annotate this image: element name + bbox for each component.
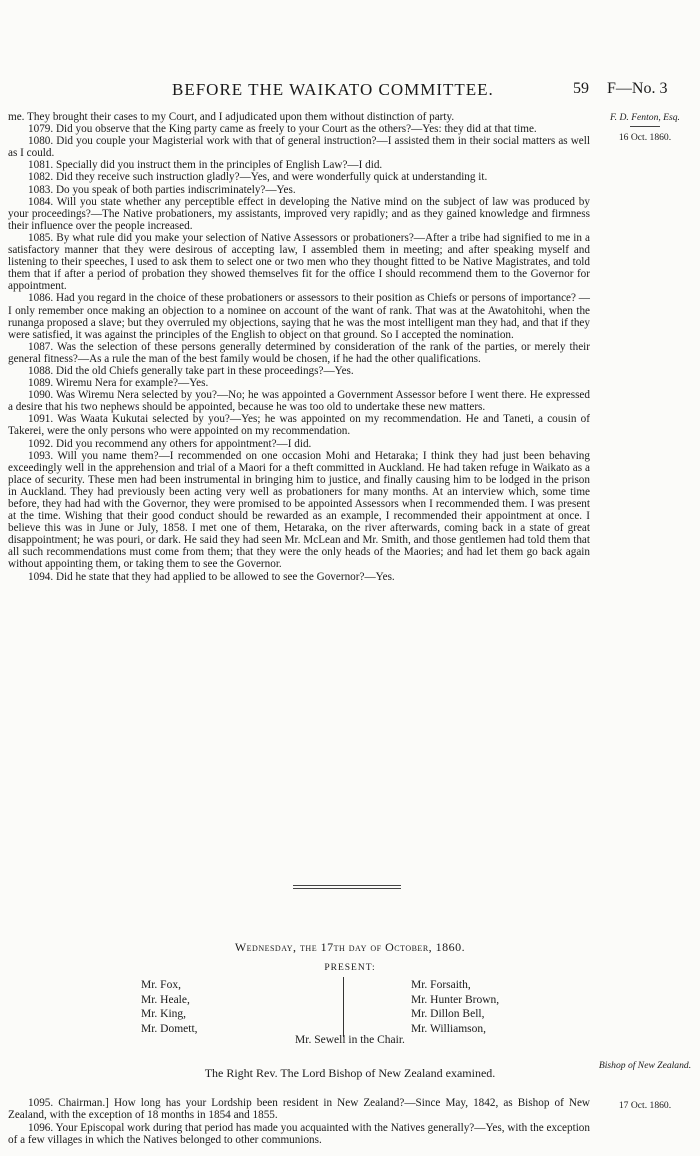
- member-divider: [343, 977, 344, 1037]
- paragraph: 1090. Was Wiremu Nera selected by you?—No; he was appointed a Government Assessor before I went there. He expressed a desire that his two nephews should be appointed, because he was too old to undertake these new matters.: [8, 389, 590, 414]
- member-name: Mr. Forsaith,: [411, 979, 471, 991]
- members-right: [411, 978, 499, 1036]
- paragraph: 1092. Did you recommend any others for appointment?—I did.: [28, 437, 312, 450]
- paragraph: me. They brought their cases to my Court, and I adjudicated upon them without distinction of party.: [8, 111, 455, 123]
- testimony-body-2: [8, 1097, 590, 1147]
- margin-date-16-oct: 16 Oct. 1860.: [618, 132, 672, 143]
- paragraph: 1088. Did the old Chiefs generally take part in these proceedings?—Yes.: [28, 364, 354, 377]
- paragraph: 1089. Wiremu Nera for example?—Yes.: [28, 377, 209, 390]
- paragraph: 1081. Specially did you instruct them in the principles of English Law?—I did.: [28, 159, 383, 172]
- margin-date-17-oct: 17 Oct. 1860.: [618, 1100, 672, 1111]
- margin-witness-bishop: Bishop of New Zealand.: [598, 1060, 692, 1071]
- section-divider: [293, 885, 401, 886]
- margin-rule: [630, 126, 660, 127]
- page-header: [0, 80, 700, 104]
- paragraph: 1084. Will you state whether any perceptible effect in developing the Native mind on the subject of law was produced by your proceedings?—The Native probationers, my assistants, improved very rapidly; and as they gained knowledge and firmness their influence over the people increased.: [8, 195, 590, 232]
- sitting-date: Wednesday, the 17th day of October, 1860.: [234, 940, 466, 954]
- member-name: Mr. Fox,: [141, 979, 181, 991]
- paragraph: 1079. Did you observe that the King party came as freely to your Court as the others?—Yes: they did at that time.: [28, 123, 537, 136]
- testimony-body: [8, 111, 590, 583]
- paragraph: 1085. By what rule did you make your selection of Native Assessors or probationers?—After a tribe had signified to me in a satisfactory manner that they were desirous of accepting law, I assembled them in meeting; and after speaking myself and listening to their speeches, I used to ask them to select one or two men who they thought fitted to be Native Magistrates, and told them that if after a period of probation they showed themselves fit for the office I should recommend them to the Governor for appointment.: [8, 231, 590, 293]
- running-title: BEFORE THE WAIKATO COMMITTEE.: [172, 80, 494, 99]
- paragraph: 1095. Chairman.] How long has your Lordship been resident in New Zealand?—Since May, 1842, as Bishop of New Zealand, with the exception of 18 months in 1854 and 1855.: [8, 1097, 590, 1122]
- paragraph: 1083. Do you speak of both parties indiscriminately?—Yes.: [28, 183, 296, 196]
- present-label: PRESENT:: [324, 963, 376, 973]
- paragraph: 1082. Did they receive such instruction gladly?—Yes, and were wonderfully quick at understanding it.: [28, 171, 488, 184]
- paragraph: 1080. Did you couple your Magisterial work with that of general instruction?—I assisted them in their social matters as well as I could.: [8, 135, 590, 160]
- member-name: Mr. Dillon Bell,: [411, 1008, 485, 1020]
- witness-line: The Right Rev. The Lord Bishop of New Zealand examined.: [204, 1066, 496, 1080]
- paragraph: 1086. Had you regard in the choice of these probationers or assessors to their position as Chiefs or persons of importance? —I only remember once making an objection to a nominee on account of the want of rank. That was at the Awatohitohi, when the runanga proposed a slave; but they overruled my objections, saying that he was the most intelligent man they had, and that if they were satisfied, it was against the principles of the English to object on that ground. So I accepted the nomination.: [8, 292, 590, 341]
- chair-line: Mr. Sewell in the Chair.: [295, 1034, 405, 1046]
- paragraph: 1094. Did he state that they had applied to be allowed to see the Governor?—Yes.: [28, 570, 395, 583]
- member-name: Mr. King,: [141, 1008, 187, 1020]
- paragraph: 1091. Was Waata Kukutai selected by you?—Yes; he was appointed on my recommendation. He and Taneti, a cousin of Takerei, were the only persons who were appointed on my recommendation.: [8, 413, 590, 438]
- margin-witness-fenton: F. D. Fenton, Esq.: [610, 112, 680, 123]
- member-name: Mr. Domett,: [141, 1022, 198, 1035]
- member-name: Mr. Heale,: [141, 993, 190, 1006]
- paragraph: 1093. Will you name them?—I recommended on one occasion Mohi and Hetaraka; I think they had just been behaving exceedingly well in the apprehension and trial of a Maori for a theft committed in Auckland. He had taken refuge in Waikato as a place of security. These men had been instrumental in bringing him to justice, and finally causing him to be lodged in the prison in Auckland. They had previously been acting very well as probationers for many months. At an interview which, some time before, they had had with the Governor, they were promised to be appointed Assessors when I recommended them. I was present at the time. Wishing that their good conduct should be rewarded as an example, I recommended their appointment at once. I believe this was in June or July, 1858. I met one of them, Hetaraka, on the river afterwards, coming back in a state of great disappointment; he was pouri, or dark. He said they had seen Mr. McLean and Mr. Smith, and those gentlemen had told them that all such recommendations must come from them; that they were the only heads of the Maories; and had let them go back again without appointing them, or taking them to see the Governor.: [8, 449, 590, 571]
- members-left: [141, 978, 198, 1036]
- member-name: Mr. Williamson,: [411, 1022, 487, 1035]
- paragraph: 1087. Was the selection of these persons generally determined by consideration of the rank of the parties, or merely their general fitness?—As a rule the man of the best family would be chosen, if he had the other qualifications.: [8, 340, 590, 365]
- page-number: 59: [573, 80, 589, 97]
- file-reference: F—No. 3: [607, 80, 668, 97]
- paragraph: 1096. Your Episcopal work during that period has made you acquainted with the Natives generally?—Yes, with the exception of a few villages in which the Natives belonged to other communions.: [8, 1121, 590, 1147]
- member-name: Mr. Hunter Brown,: [411, 993, 500, 1006]
- section-divider: [293, 888, 401, 889]
